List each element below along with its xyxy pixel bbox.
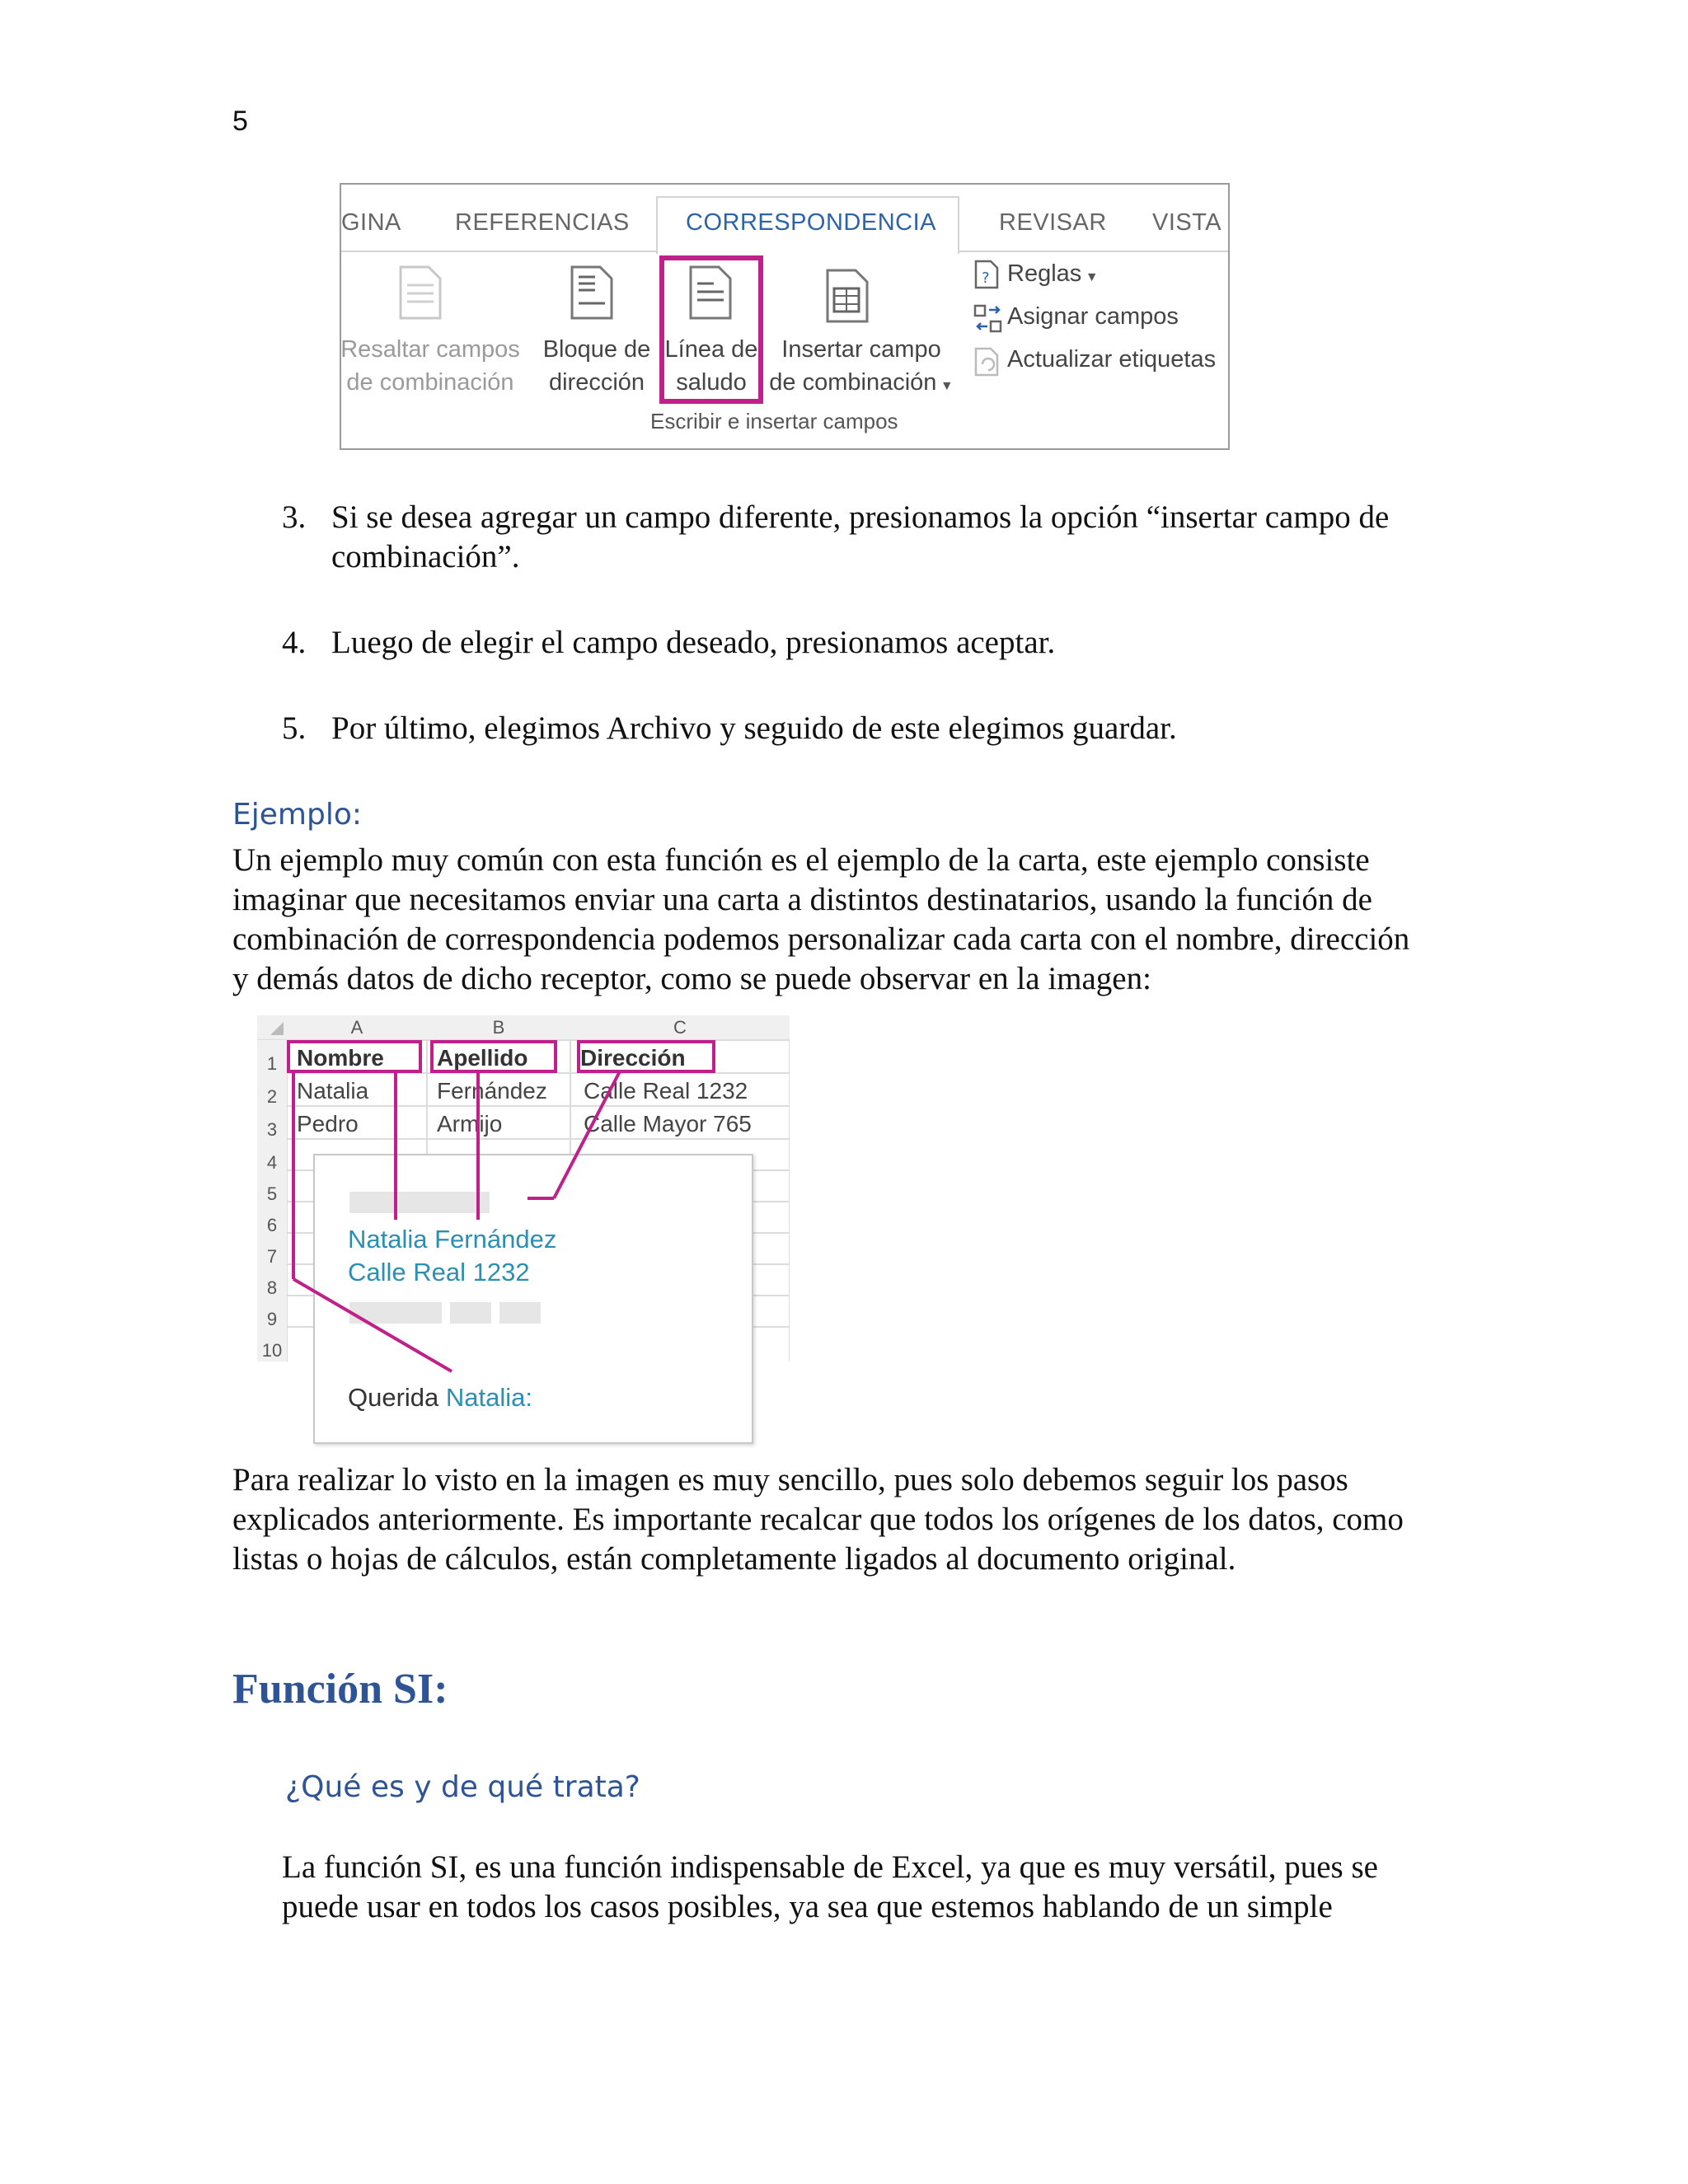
- header-cell-apellido: Apellido: [437, 1045, 528, 1071]
- address-block-icon: [569, 264, 615, 321]
- resaltar-label-2: de combinación: [346, 369, 514, 396]
- column-letter-b: B: [427, 1015, 570, 1040]
- row-number-6: 6: [257, 1215, 287, 1236]
- asignar-campos-button[interactable]: Asignar campos: [1007, 303, 1179, 330]
- step-3-text: [331, 498, 1389, 577]
- column-letter-c: C: [570, 1015, 790, 1040]
- bloque-direccion-button[interactable]: [537, 333, 656, 399]
- row-number-3: 3: [257, 1119, 287, 1141]
- merge-connector-lines: [257, 1015, 790, 1444]
- row-number-2: 2: [257, 1086, 287, 1108]
- funcion-si-paragraph: [282, 1848, 1378, 1927]
- header-cell-direccion: Dirección: [580, 1045, 686, 1071]
- reglas-button[interactable]: [1007, 260, 1099, 288]
- actualizar-etiquetas-button[interactable]: Actualizar etiquetas: [1007, 346, 1217, 373]
- insertar-campo-button[interactable]: [765, 333, 958, 403]
- page-number: 5: [232, 105, 248, 137]
- linea-saludo-button[interactable]: [661, 333, 762, 399]
- row-number-5: 5: [257, 1183, 287, 1205]
- resaltar-label-1: Resaltar campos: [340, 336, 520, 363]
- letter-address: Calle Real 1232: [348, 1258, 530, 1286]
- update-labels-icon: [973, 346, 1004, 377]
- tab-revisar[interactable]: REVISAR: [999, 209, 1107, 236]
- reglas-label: Reglas: [1007, 260, 1082, 287]
- ribbon-screenshot: [340, 183, 1230, 450]
- after-figure-paragraph: [232, 1460, 1404, 1579]
- bloque-label-2: dirección: [548, 369, 645, 396]
- ejemplo-line: combinación de correspondencia podemos personalizar cada carta con el nombre, dirección: [232, 921, 1410, 957]
- ejemplo-line: Un ejemplo muy común con esta función es el ejemplo de la carta, este ejemplo consiste: [232, 842, 1370, 878]
- insertar-label-1: Insertar campo: [781, 336, 941, 363]
- row-number-9: 9: [257, 1309, 287, 1330]
- cell-c3: Calle Mayor 765: [584, 1111, 752, 1137]
- insertar-label-2-row: [765, 366, 958, 403]
- resaltar-campos-button[interactable]: [338, 333, 523, 399]
- funcion-si-heading: Función SI:: [232, 1666, 448, 1713]
- mail-merge-figure: [257, 1015, 790, 1444]
- funcion-si-line: La función SI, es una función indispensable de Excel, ya que es muy versátil, pues se: [282, 1849, 1378, 1885]
- step-3-line-2: combinación”.: [331, 539, 520, 574]
- step-5-text: Por último, elegimos Archivo y seguido de este elegimos guardar.: [331, 710, 1177, 746]
- step-5-number: 5.: [282, 710, 307, 746]
- rules-icon: [973, 259, 1001, 290]
- after-line: listas o hojas de cálculos, están completamente ligados al documento original.: [232, 1541, 1236, 1577]
- bloque-label-1: Bloque de: [542, 336, 651, 363]
- insertar-label-2: de combinación: [769, 369, 937, 396]
- tab-correspondencia[interactable]: CORRESPONDENCIA: [686, 209, 936, 236]
- cell-b3: Armijo: [437, 1111, 503, 1137]
- linea-label-1: Línea de: [664, 336, 758, 363]
- row-number-7: 7: [257, 1246, 287, 1268]
- step-3-line-1: Si se desea agregar un campo diferente, presionamos la opción “insertar campo de: [331, 499, 1390, 535]
- group-label: Escribir e insertar campos: [650, 409, 898, 434]
- linea-label-2: saludo: [676, 369, 747, 396]
- funcion-si-subheading: ¿Qué es y de qué trata?: [285, 1770, 640, 1804]
- ejemplo-line: y demás datos de dicho receptor, como se puede observar en la imagen:: [232, 961, 1151, 996]
- tab-vista[interactable]: VISTA: [1152, 209, 1222, 236]
- greeting-name: Natalia:: [445, 1383, 533, 1412]
- row-number-10: 10: [257, 1340, 287, 1361]
- ejemplo-line: imaginar que necesitamos enviar una carta a distintos destinatarios, usando la función de: [232, 882, 1372, 917]
- document-icon-faded: [397, 264, 443, 321]
- cell-b2: Fernández: [437, 1078, 547, 1104]
- step-4-number: 4.: [282, 625, 307, 660]
- after-line: explicados anteriormente. Es importante recalcar que todos los orígenes de los datos, como: [232, 1502, 1404, 1537]
- column-letter-a: A: [287, 1015, 427, 1040]
- insert-merge-field-icon: [824, 267, 870, 325]
- letter-name: Natalia Fernández: [348, 1225, 557, 1254]
- step-3-number: 3.: [282, 499, 307, 535]
- cell-a2: Natalia: [297, 1078, 369, 1104]
- ejemplo-paragraph: [232, 841, 1409, 999]
- cell-a3: Pedro: [297, 1111, 359, 1137]
- reglas-dropdown-icon: ▼: [1081, 270, 1099, 284]
- greeting-prefix: Querida: [348, 1383, 439, 1412]
- row-number-8: 8: [257, 1277, 287, 1299]
- funcion-si-line: puede usar en todos los casos posibles, ya sea que estemos hablando de un simple: [282, 1889, 1333, 1924]
- match-fields-icon: [973, 303, 1004, 335]
- svg-text:?: ?: [982, 269, 990, 287]
- row-number-1: 1: [257, 1053, 287, 1075]
- cell-c2: Calle Real 1232: [584, 1078, 748, 1104]
- tab-referencias[interactable]: REFERENCIAS: [455, 209, 630, 236]
- step-4-text: Luego de elegir el campo deseado, presionamos aceptar.: [331, 625, 1056, 660]
- dropdown-arrow-icon: ▼: [936, 379, 954, 393]
- row-number-4: 4: [257, 1152, 287, 1174]
- ejemplo-heading: Ejemplo:: [232, 798, 362, 832]
- after-line: Para realizar lo visto en la imagen es muy sencillo, pues solo debemos seguir los pasos: [232, 1462, 1348, 1497]
- tab-pagina[interactable]: GINA: [341, 209, 401, 236]
- header-cell-nombre: Nombre: [297, 1045, 384, 1071]
